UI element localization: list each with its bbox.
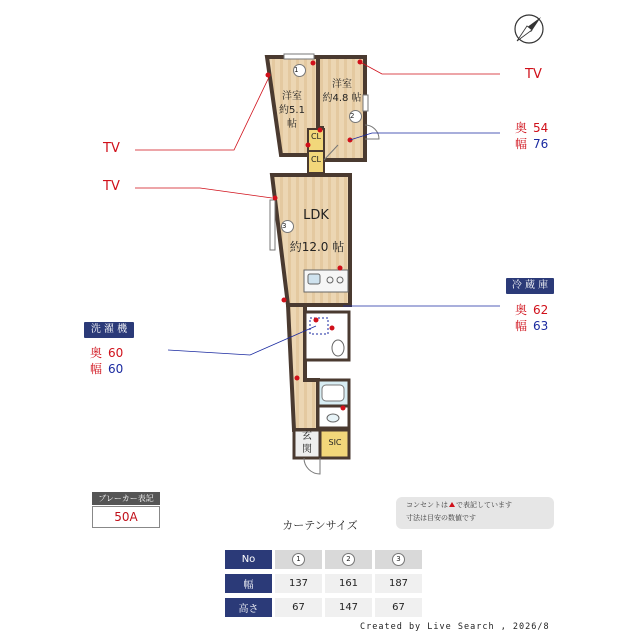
bathtub <box>322 385 344 401</box>
washer-tag: 洗 濯 機 <box>84 322 134 338</box>
closet-label-2: CL <box>310 155 322 164</box>
closet-label-1: CL <box>310 132 322 141</box>
window-number: 2 <box>342 553 355 566</box>
table-header-cell <box>275 550 322 569</box>
door-swing <box>304 458 320 474</box>
western-room-2 <box>318 57 365 160</box>
table-cell: 161 <box>325 574 372 593</box>
width-value: 63 <box>533 319 549 333</box>
table-header-cell <box>325 550 372 569</box>
breaker-value: 50A <box>92 506 160 528</box>
outlet-triangle-icon <box>449 502 455 507</box>
tv-label-3: TV <box>103 179 120 194</box>
depth-label: 奥 <box>90 346 103 360</box>
table-cell: 187 <box>375 574 422 593</box>
room-name: 洋室 <box>282 91 302 102</box>
note-text: で表記しています <box>456 501 512 509</box>
window-number: 1 <box>292 553 305 566</box>
room-name: 洋室 <box>332 79 352 90</box>
window-3 <box>270 200 275 250</box>
table-header-no: No <box>225 550 272 569</box>
curtain-size-table <box>222 545 425 622</box>
room-label-western-2 <box>320 78 364 106</box>
table-row <box>225 598 422 617</box>
room-label-western-1 <box>275 90 309 132</box>
width-label: 幅 <box>90 362 103 376</box>
fridge-tag: 冷 蔵 庫 <box>506 278 554 294</box>
footer-credit: Created by Live Search , 2026/8 <box>360 622 550 632</box>
dimension-callout-fridge <box>515 302 548 334</box>
table-cell: 67 <box>275 598 322 617</box>
table-cell: 137 <box>275 574 322 593</box>
entrance-char: 関 <box>302 444 312 455</box>
window-1 <box>284 54 314 59</box>
depth-label: 奥 <box>515 303 528 317</box>
washbasin <box>332 340 344 356</box>
outlet-note <box>396 497 554 529</box>
depth-value: 54 <box>533 121 549 135</box>
window-number: 3 <box>392 553 405 566</box>
width-value: 76 <box>533 137 549 151</box>
window-marker-2: 2 <box>349 110 362 123</box>
width-value: 60 <box>108 362 124 376</box>
entrance-label <box>297 430 317 456</box>
table-cell: 67 <box>375 598 422 617</box>
table-row <box>225 574 422 593</box>
depth-value: 60 <box>108 346 124 360</box>
depth-value: 62 <box>533 303 549 317</box>
row-label: 幅 <box>225 574 272 593</box>
table-cell: 147 <box>325 598 372 617</box>
tv-label-2: TV <box>525 67 542 82</box>
table-header-cell <box>375 550 422 569</box>
toilet <box>327 414 339 422</box>
breaker-label: ブレーカー表記 <box>92 492 160 505</box>
entrance-char: 玄 <box>302 431 312 442</box>
depth-label: 奥 <box>515 121 528 135</box>
compass-icon <box>515 15 543 43</box>
dimension-callout-washer <box>90 345 123 377</box>
door-swing <box>365 125 379 139</box>
sink <box>308 274 320 284</box>
room-size: 約5.1 帖 <box>279 105 305 130</box>
dimension-callout-room2 <box>515 120 548 152</box>
tv-label-1: TV <box>103 141 120 156</box>
curtain-size-title: カーテンサイズ <box>282 519 358 532</box>
window-marker-1: 1 <box>293 64 306 77</box>
note-text-2: 寸法は目安の数値です <box>406 514 476 522</box>
ldk-size: 約12.0 帖 <box>289 240 345 254</box>
note-text: コンセントは <box>406 501 448 509</box>
ldk-label: LDK <box>303 208 329 223</box>
window-marker-3: 3 <box>281 220 294 233</box>
width-label: 幅 <box>515 319 528 333</box>
width-label: 幅 <box>515 137 528 151</box>
table-header-row <box>225 550 422 569</box>
room-size: 約4.8 帖 <box>322 93 362 104</box>
row-label: 高さ <box>225 598 272 617</box>
sic-label: SIC <box>328 438 342 447</box>
